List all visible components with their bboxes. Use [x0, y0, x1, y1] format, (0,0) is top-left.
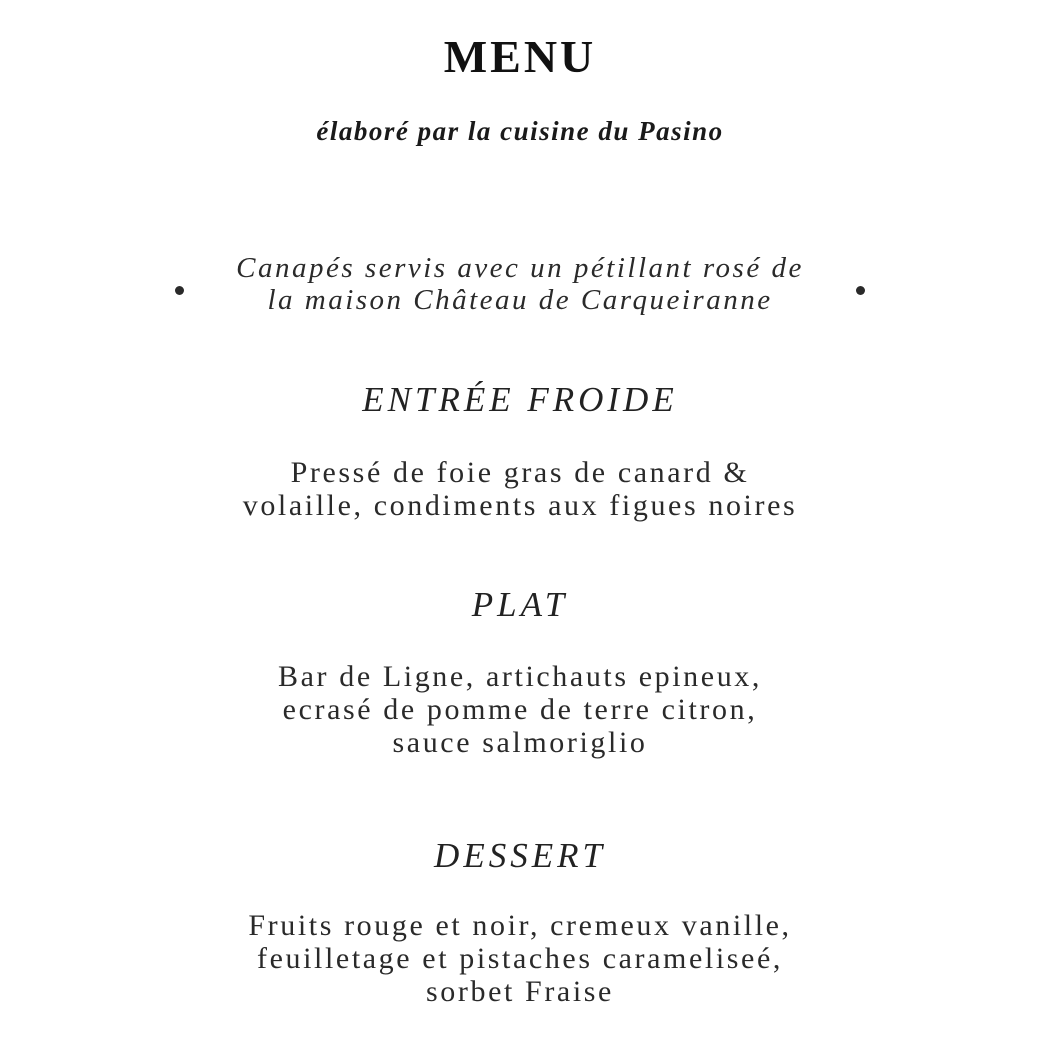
course-heading-entree: ENTRÉE FROIDE — [362, 380, 678, 419]
course-description-dessert — [0, 909, 1040, 1008]
course-line: volaille, condiments aux figues noires — [242, 489, 798, 522]
intro-text — [0, 252, 1040, 316]
bullet-dot-right-icon — [856, 286, 865, 295]
course-line: Pressé de foie gras de canard & — [290, 456, 750, 489]
page-title: MENU — [443, 31, 597, 82]
course-description-entree — [0, 456, 1040, 522]
course-line: sorbet Fraise — [426, 975, 614, 1008]
course-line: sauce salmoriglio — [392, 726, 648, 759]
course-line: feuilletage et pistaches carameliseé, — [257, 942, 783, 975]
course-description-plat — [0, 660, 1040, 759]
course-heading-plat: PLAT — [471, 585, 569, 624]
course-heading-dessert: DESSERT — [434, 836, 606, 875]
course-line: Bar de Ligne, artichauts epineux, — [278, 660, 762, 693]
page-subtitle: élaboré par la cuisine du Pasino — [316, 116, 724, 146]
course-line: ecrasé de pomme de terre citron, — [282, 693, 758, 726]
course-line: Fruits rouge et noir, cremeux vanille, — [248, 909, 792, 942]
intro-line: Canapés servis avec un pétillant rosé de — [236, 252, 804, 284]
intro-line: la maison Château de Carqueiranne — [267, 284, 773, 316]
